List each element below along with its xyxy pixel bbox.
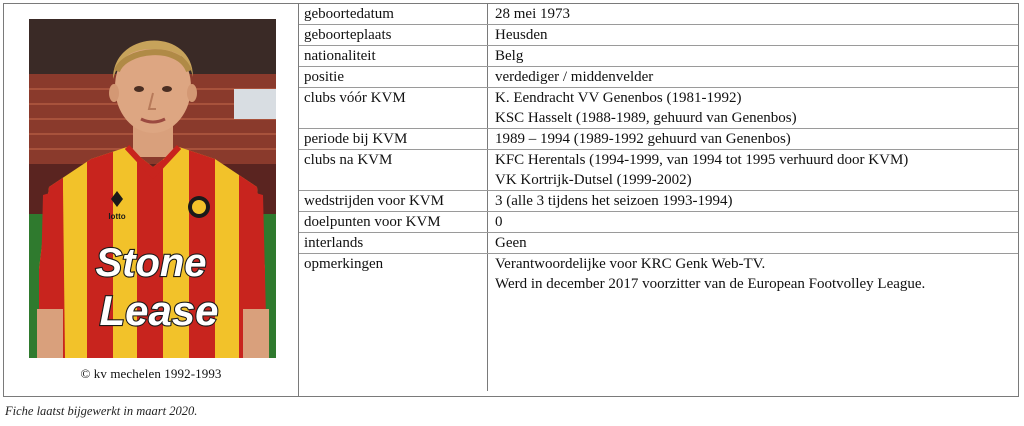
info-value: [488, 88, 1019, 129]
info-value-line: KSC Hasselt (1988-1989, gehuurd van Genenbos): [495, 110, 797, 126]
info-value: [488, 67, 1019, 88]
info-label: geboorteplaats: [299, 25, 488, 46]
info-row: [299, 191, 1018, 212]
info-value: [488, 150, 1019, 191]
info-row: [299, 212, 1018, 233]
info-value: [488, 129, 1019, 150]
info-value-line: Verantwoordelijke voor KRC Genk Web-TV.: [495, 256, 766, 272]
info-row: [299, 129, 1018, 150]
info-row: [299, 25, 1018, 46]
info-row: [299, 233, 1018, 254]
sponsor-text-stone: Stone: [95, 241, 207, 285]
info-label: geboortedatum: [299, 4, 488, 25]
info-row: [299, 4, 1018, 25]
sponsor-text-lease: Lease: [99, 287, 219, 334]
info-row: [299, 88, 1018, 129]
info-row: [299, 46, 1018, 67]
info-label: opmerkingen: [299, 254, 488, 392]
info-label: wedstrijden voor KVM: [299, 191, 488, 212]
info-value: [488, 254, 1019, 392]
info-value: [488, 212, 1019, 233]
photo-caption: © kv mechelen 1992-1993: [80, 366, 222, 381]
photo-column: [4, 4, 299, 396]
info-label: interlands: [299, 233, 488, 254]
info-value-line: 28 mei 1973: [495, 6, 570, 22]
info-row: [299, 67, 1018, 88]
info-value-line: Belg: [495, 48, 524, 64]
player-info-table: [299, 4, 1018, 391]
player-fiche: [3, 3, 1019, 397]
info-label: doelpunten voor KVM: [299, 212, 488, 233]
info-value-line: 3 (alle 3 tijdens het seizoen 1993-1994): [495, 193, 733, 209]
info-value-line: VK Kortrijk-Dutsel (1999-2002): [495, 172, 692, 188]
info-value-line: Heusden: [495, 27, 548, 43]
info-label: clubs na KVM: [299, 150, 488, 191]
info-value: [488, 4, 1019, 25]
player-photo-illustration: [29, 19, 276, 358]
info-value: [488, 191, 1019, 212]
info-value-line: verdediger / middenvelder: [495, 69, 654, 85]
info-value-line: Geen: [495, 235, 527, 251]
info-value-line: 0: [495, 214, 503, 230]
info-value: [488, 46, 1019, 67]
info-value-line: Werd in december 2017 voorzitter van de European Footvolley League.: [495, 276, 926, 292]
info-label: positie: [299, 67, 488, 88]
info-row: [299, 254, 1018, 392]
info-value: [488, 25, 1019, 46]
info-label: clubs vóór KVM: [299, 88, 488, 129]
info-row: [299, 150, 1018, 191]
info-value-line: KFC Herentals (1994-1999, van 1994 tot 1995 verhuurd door KVM): [495, 152, 909, 168]
player-photo: [29, 19, 276, 358]
info-label: periode bij KVM: [299, 129, 488, 150]
info-label: nationaliteit: [299, 46, 488, 67]
info-value-line: K. Eendracht VV Genenbos (1981-1992): [495, 90, 742, 106]
kit-brand-text: lotto: [108, 212, 126, 221]
last-updated-note: Fiche laatst bijgewerkt in maart 2020.: [5, 404, 198, 418]
info-value-line: 1989 – 1994 (1989-1992 gehuurd van Genenbos): [495, 131, 791, 147]
info-value: [488, 233, 1019, 254]
